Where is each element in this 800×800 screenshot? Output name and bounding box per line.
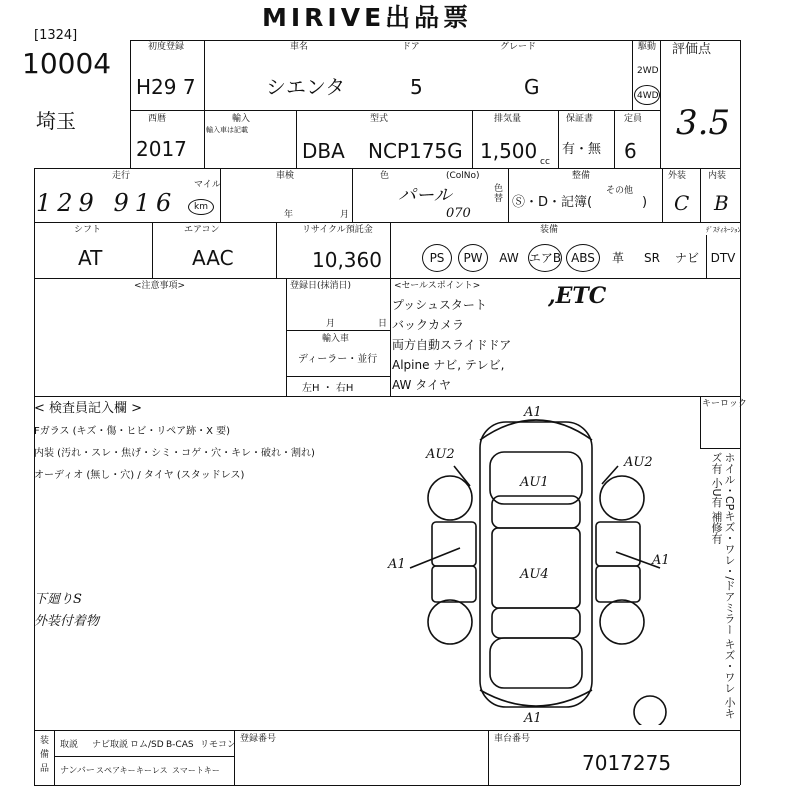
- wheel-rear-right: [600, 600, 644, 644]
- keylock-label: キーロック: [702, 399, 747, 409]
- rule: [276, 222, 277, 278]
- color-change-label: 色替: [494, 184, 504, 204]
- import-by-label: 輸入車: [322, 334, 350, 344]
- year-value: 2017: [136, 137, 187, 161]
- cc-unit: cc: [540, 157, 550, 167]
- interior-value: B: [714, 191, 729, 215]
- grade-label: グレード: [500, 42, 537, 52]
- record-label: 整備: [572, 171, 591, 181]
- mileage-label: 走行: [112, 171, 131, 181]
- form-title: MIRIVE出品票: [262, 3, 473, 32]
- model-value: NCP175G: [368, 139, 463, 163]
- acc-bcas: B-CAS: [166, 740, 194, 750]
- sales-point-1: プッシュスタート: [392, 298, 487, 312]
- rule: [220, 168, 221, 222]
- destination-label: ﾃﾞｽﾃｨﾈｰｼｮﾝ: [706, 226, 741, 234]
- recycle-label: リサイクル預託金: [302, 225, 373, 235]
- score-value: 3.5: [676, 103, 731, 143]
- color-label: 色: [380, 171, 390, 181]
- annotation-line-left: [410, 548, 460, 568]
- car-name-label: 車名: [290, 42, 309, 52]
- reg-month: 月: [326, 319, 336, 329]
- accessories-label: 装備品: [40, 736, 50, 774]
- rule: [740, 40, 741, 785]
- lot-number: 10004: [22, 47, 112, 80]
- handwritten-note-1: 下廻りS: [34, 592, 82, 607]
- rule: [472, 110, 473, 168]
- equipment-label: 装備: [540, 225, 559, 235]
- equip-sr: SR: [644, 251, 660, 265]
- rule: [488, 730, 489, 785]
- acc-smart-key: スマートキー: [172, 766, 220, 775]
- equip-dtv: DTV: [710, 251, 736, 265]
- exterior-label: 外装: [668, 171, 687, 181]
- damage-front: A1: [524, 405, 542, 420]
- doors-value: 5: [410, 75, 423, 99]
- color-no-value: 070: [446, 206, 471, 221]
- rule: [614, 110, 615, 168]
- rule: [34, 222, 740, 223]
- color-value: パール: [398, 185, 452, 206]
- rule: [34, 785, 740, 786]
- handwritten-note-2: 外装付着物: [34, 614, 100, 629]
- acc-manual: 取説: [60, 740, 79, 750]
- chassis-value: 7017275: [582, 751, 672, 775]
- rule: [34, 396, 740, 397]
- interior-label: 内装: [708, 171, 727, 181]
- shaken-label: 車検: [276, 171, 295, 181]
- reg-date-label: 登録日(抹消日): [290, 281, 352, 291]
- left-rear-door: [432, 566, 476, 602]
- acc-spare-key: スペアキー: [96, 766, 136, 775]
- rule: [152, 222, 153, 278]
- equip-pw: PW: [463, 251, 483, 265]
- inspector-line-3: オーディオ (無し・穴) / タイヤ (スタッドレス): [34, 470, 245, 481]
- drive-4wd: 4WD: [637, 91, 659, 101]
- wheel-rear-left: [428, 600, 472, 644]
- model-prefix: DBA: [302, 139, 345, 163]
- equip-ps: PS: [429, 251, 445, 265]
- inspection-value: 有・無: [562, 142, 602, 157]
- year-label: 西暦: [148, 114, 167, 124]
- rule: [700, 168, 701, 222]
- other-label: その他: [606, 186, 634, 196]
- sales-point-4: Alpine ナビ, テレビ,: [392, 358, 505, 372]
- inspector-line-2: 内装 (汚れ・スレ・焦げ・シミ・コゲ・穴・キレ・破れ・割れ): [34, 448, 315, 459]
- score-label: 評価点: [672, 42, 712, 57]
- rule: [130, 110, 660, 111]
- first-reg-value: H29 7: [136, 75, 196, 99]
- displacement-label: 排気量: [494, 114, 522, 124]
- car-body-outline: [480, 422, 592, 707]
- equip-airbag: エアB: [528, 251, 562, 265]
- rule: [130, 40, 740, 41]
- sales-point-3: 両方自動スライドドア: [392, 338, 512, 352]
- sales-point-5: AW タイヤ: [392, 378, 451, 392]
- equip-aw: AW: [499, 251, 519, 265]
- rule: [204, 40, 205, 168]
- mileage-value: 129 916: [36, 189, 178, 217]
- shaken-year: 年: [284, 210, 294, 220]
- inspection-label: 保証書: [566, 114, 594, 124]
- annotation-line-fr: [602, 466, 618, 484]
- sales-points-label: <セールスポイント>: [394, 281, 481, 291]
- rule: [54, 730, 55, 785]
- aircon-label: エアコン: [184, 225, 220, 235]
- rule: [508, 168, 509, 222]
- rule: [662, 168, 663, 222]
- acc-navi-manual: ナビ取説: [92, 740, 129, 750]
- damage-front-left: AU2: [426, 447, 455, 462]
- rule: [558, 110, 559, 168]
- chassis-label: 車台番号: [494, 734, 531, 744]
- wheel-front-left: [428, 476, 472, 520]
- displacement-value: 1,500: [480, 139, 538, 163]
- mileage-unit-label: マイル: [194, 180, 221, 190]
- capacity-label: 定員: [624, 114, 643, 124]
- capacity-value: 6: [624, 139, 637, 163]
- rear-window: [492, 608, 580, 638]
- acc-number: ナンバー: [60, 766, 95, 776]
- rule: [700, 396, 701, 448]
- right-column-notes: ホイル・CPキズ・ワレ・/ドアミラー キズ・ワレ 小キズ有 小U有 補修有: [710, 452, 736, 720]
- rule: [234, 730, 235, 785]
- damage-roof: AU4: [520, 567, 549, 582]
- acc-keyless: キーレス: [136, 766, 168, 775]
- rule: [700, 448, 740, 449]
- damage-front-right: AU2: [624, 455, 653, 470]
- equip-navi: ナビ: [674, 251, 699, 265]
- rule: [34, 168, 740, 169]
- right-front-door: [596, 522, 640, 566]
- rule: [130, 40, 131, 168]
- equip-abs: ABS: [571, 251, 595, 265]
- rule: [34, 278, 740, 279]
- inspector-notes-label: < 検査員記入欄 >: [34, 401, 143, 416]
- left-front-door: [432, 522, 476, 566]
- record-value: Ⓢ・D・記簿(: [512, 195, 593, 210]
- recycle-value: 10,360: [312, 248, 382, 272]
- acc-remote: リモコン: [200, 740, 237, 750]
- model-label: 型式: [370, 114, 389, 124]
- first-reg-label: 初度登録: [148, 42, 185, 52]
- damage-left: A1: [388, 557, 406, 572]
- lot-bracket: [1324]: [34, 28, 78, 43]
- rule: [660, 40, 661, 168]
- trunk: [490, 638, 582, 688]
- damage-hood: AU1: [520, 475, 549, 490]
- rule: [296, 110, 297, 168]
- rule: [54, 756, 234, 757]
- damage-right: A1: [652, 553, 670, 568]
- reg-number-label: 登録番号: [240, 734, 277, 744]
- equip-leather: 革: [611, 251, 624, 265]
- rule: [286, 278, 287, 396]
- import-dealer: ディーラー・並行: [298, 354, 378, 365]
- shift-label: シフト: [74, 225, 102, 235]
- rear-bumper: [480, 690, 592, 706]
- aircon-value: AAC: [192, 246, 234, 270]
- reg-day: 日: [378, 319, 388, 329]
- exterior-value: C: [674, 191, 690, 215]
- rule: [286, 330, 390, 331]
- annotation-line-fl: [454, 466, 470, 486]
- rule: [352, 168, 353, 222]
- wheel-spare: [634, 696, 666, 725]
- drive-2wd: 2WD: [637, 66, 659, 76]
- drive-label: 駆動: [638, 42, 657, 52]
- rule: [34, 730, 740, 731]
- shift-value: AT: [78, 246, 103, 270]
- damage-rear: A1: [524, 711, 542, 725]
- acc-rom-sd: ロム/SD: [130, 740, 164, 750]
- record-close: ): [642, 195, 648, 210]
- color-no-label: (ColNo): [446, 171, 480, 181]
- car-name-value: シエンタ: [266, 75, 346, 99]
- right-rear-door: [596, 566, 640, 602]
- wheel-front-right: [600, 476, 644, 520]
- etc-note: ,ETC: [548, 283, 607, 309]
- region: 埼玉: [36, 109, 76, 133]
- steering: 左H ・ 右H: [302, 383, 354, 394]
- shaken-month: 月: [340, 210, 350, 220]
- doors-label: ドア: [402, 42, 420, 52]
- rule: [706, 235, 707, 278]
- car-damage-diagram: [380, 400, 700, 725]
- km-unit: km: [194, 202, 208, 212]
- rule: [286, 376, 390, 377]
- inspector-line-1: Fガラス (キズ・傷・ヒビ・リペア跡・X 要): [34, 426, 231, 437]
- windshield: [492, 496, 580, 528]
- rule: [632, 40, 633, 110]
- import-label: 輸入: [232, 114, 251, 124]
- notes-label: <注意事項>: [134, 281, 186, 291]
- import-sub-label: 輸入車は記載: [206, 126, 248, 134]
- sales-point-2: バックカメラ: [392, 318, 465, 332]
- grade-value: G: [524, 75, 540, 99]
- rule: [390, 222, 391, 396]
